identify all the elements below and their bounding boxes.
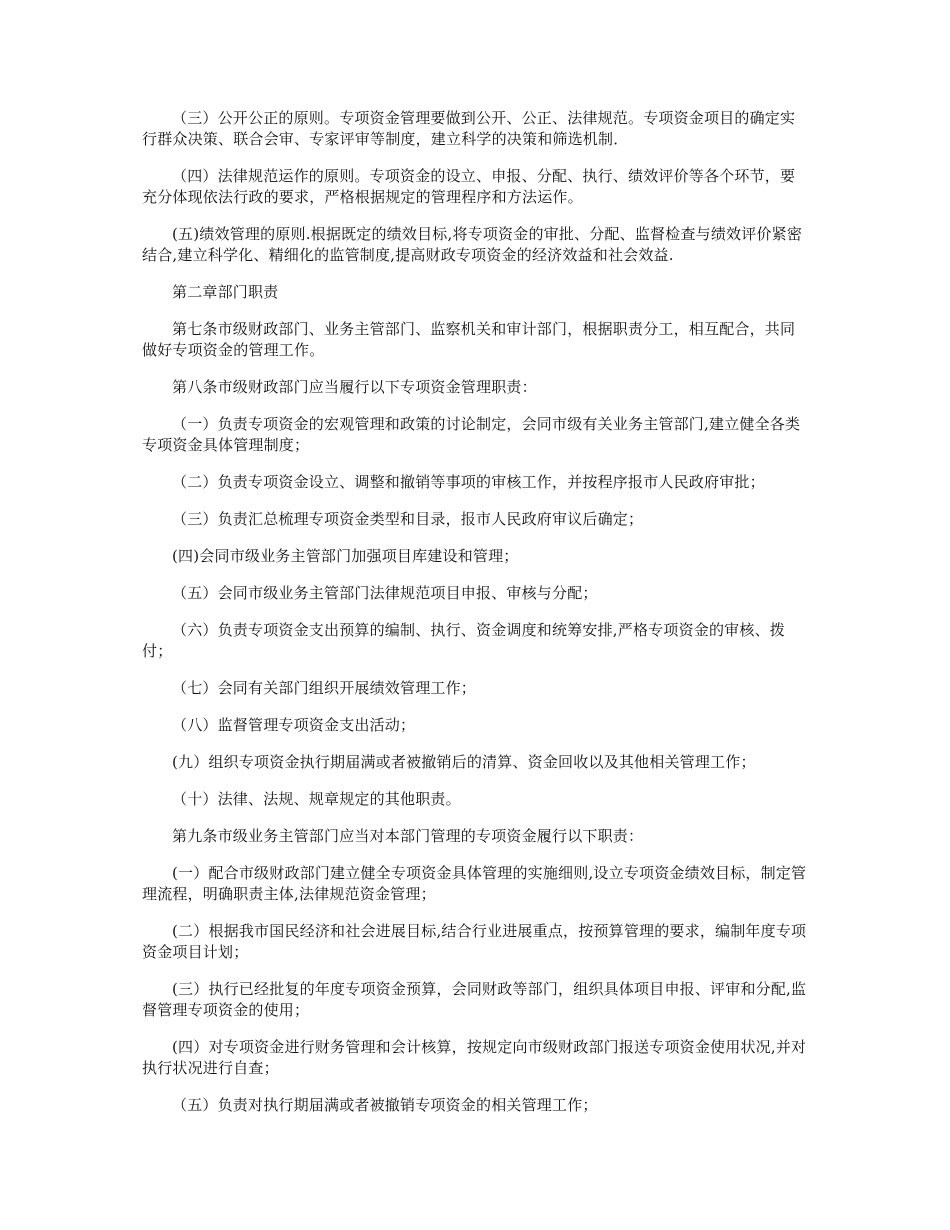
paragraph-article-8-item-1: （一）负责专项资金的宏观管理和政策的讨论制定，会同市级有关业务主管部门,建立健全各类专项资金具体管理制度；	[142, 415, 801, 454]
paragraph-article-8-item-6: （六）负责专项资金支出预算的编制、执行、资金调度和统筹安排,严格专项资金的审核、拨付；	[142, 621, 785, 660]
paragraph-principle-openness: （三）公开公正的原则。专项资金管理要做到公开、公正、法律规范。专项资金项目的确定实行群众决策、联合会审、专家评审等制度，建立科学的决策和筛选机制．	[142, 109, 796, 148]
paragraph-article-8-item-10: （十）法律、法规、规章规定的其他职责。	[172, 790, 461, 808]
paragraph-principle-performance: (五)绩效管理的原则.根据既定的绩效目标,将专项资金的审批、分配、监督检查与绩效评价紧密结合,建立科学化、精细化的监管制度,提高财政专项资金的经济效益和社会效益.	[142, 225, 803, 264]
paragraph-article-9-item-3: (三）执行已经批复的年度专项资金预算，会同财政等部门，组织具体项目申报、评审和分配,监督管理专项资金的使用；	[142, 980, 807, 1019]
paragraph-article-9-item-5: （五）负责对执行期届满或者被撤销专项资金的相关管理工作；	[172, 1096, 598, 1114]
paragraph-article-7: 第七条市级财政部门、业务主管部门、监察机关和审计部门，根据职责分工，相互配合，共同做好专项资金的管理工作。	[142, 320, 796, 359]
paragraph-article-8-item-9: (九）组织专项资金执行期届满或者被撤销后的清算、资金回收以及其他相关管理工作；	[172, 753, 756, 771]
paragraph-article-8: 第八条市级财政部门应当履行以下专项资金管理职责：	[172, 378, 537, 396]
paragraph-article-8-item-8: （八）监督管理专项资金支出活动；	[172, 716, 416, 734]
paragraph-article-8-item-2: （二）负责专项资金设立、调整和撤销等事项的审核工作，并按程序报市人民政府审批；	[172, 473, 765, 491]
paragraph-article-9: 第九条市级业务主管部门应当对本部门管理的专项资金履行以下职责：	[172, 827, 644, 845]
paragraph-article-9-item-1: (一）配合市级财政部门建立健全专项资金具体管理的实施细则,设立专项资金绩效目标，制定管理流程，明确职责主体,法律规范资金管理；	[142, 864, 807, 903]
paragraph-article-9-item-4: (四）对专项资金进行财务管理和会计核算，按规定向市级财政部门报送专项资金使用状况,并对执行状况进行自查；	[142, 1038, 807, 1077]
paragraph-principle-legal-operation: （四）法律规范运作的原则。专项资金的设立、申报、分配、执行、绩效评价等各个环节，要充分体现依法行政的要求，严格根据规定的管理程序和方法运作。	[142, 167, 796, 206]
chapter-heading: 第二章部门职责	[172, 283, 279, 301]
paragraph-article-8-item-3: （三）负责汇总梳理专项资金类型和目录，报市人民政府审议后确定；	[172, 510, 644, 528]
paragraph-article-8-item-7: （七）会同有关部门组织开展绩效管理工作；	[172, 679, 477, 697]
paragraph-article-9-item-2: (二）根据我市国民经济和社会进展目标,结合行业进展重点，按预算管理的要求，编制年度专项资金项目计划；	[142, 922, 807, 961]
paragraph-article-8-item-4: (四)会同市级业务主管部门加强项目库建设和管理；	[172, 547, 519, 565]
paragraph-article-8-item-5: （五）会同市级业务主管部门法律规范项目申报、审核与分配；	[172, 584, 598, 602]
